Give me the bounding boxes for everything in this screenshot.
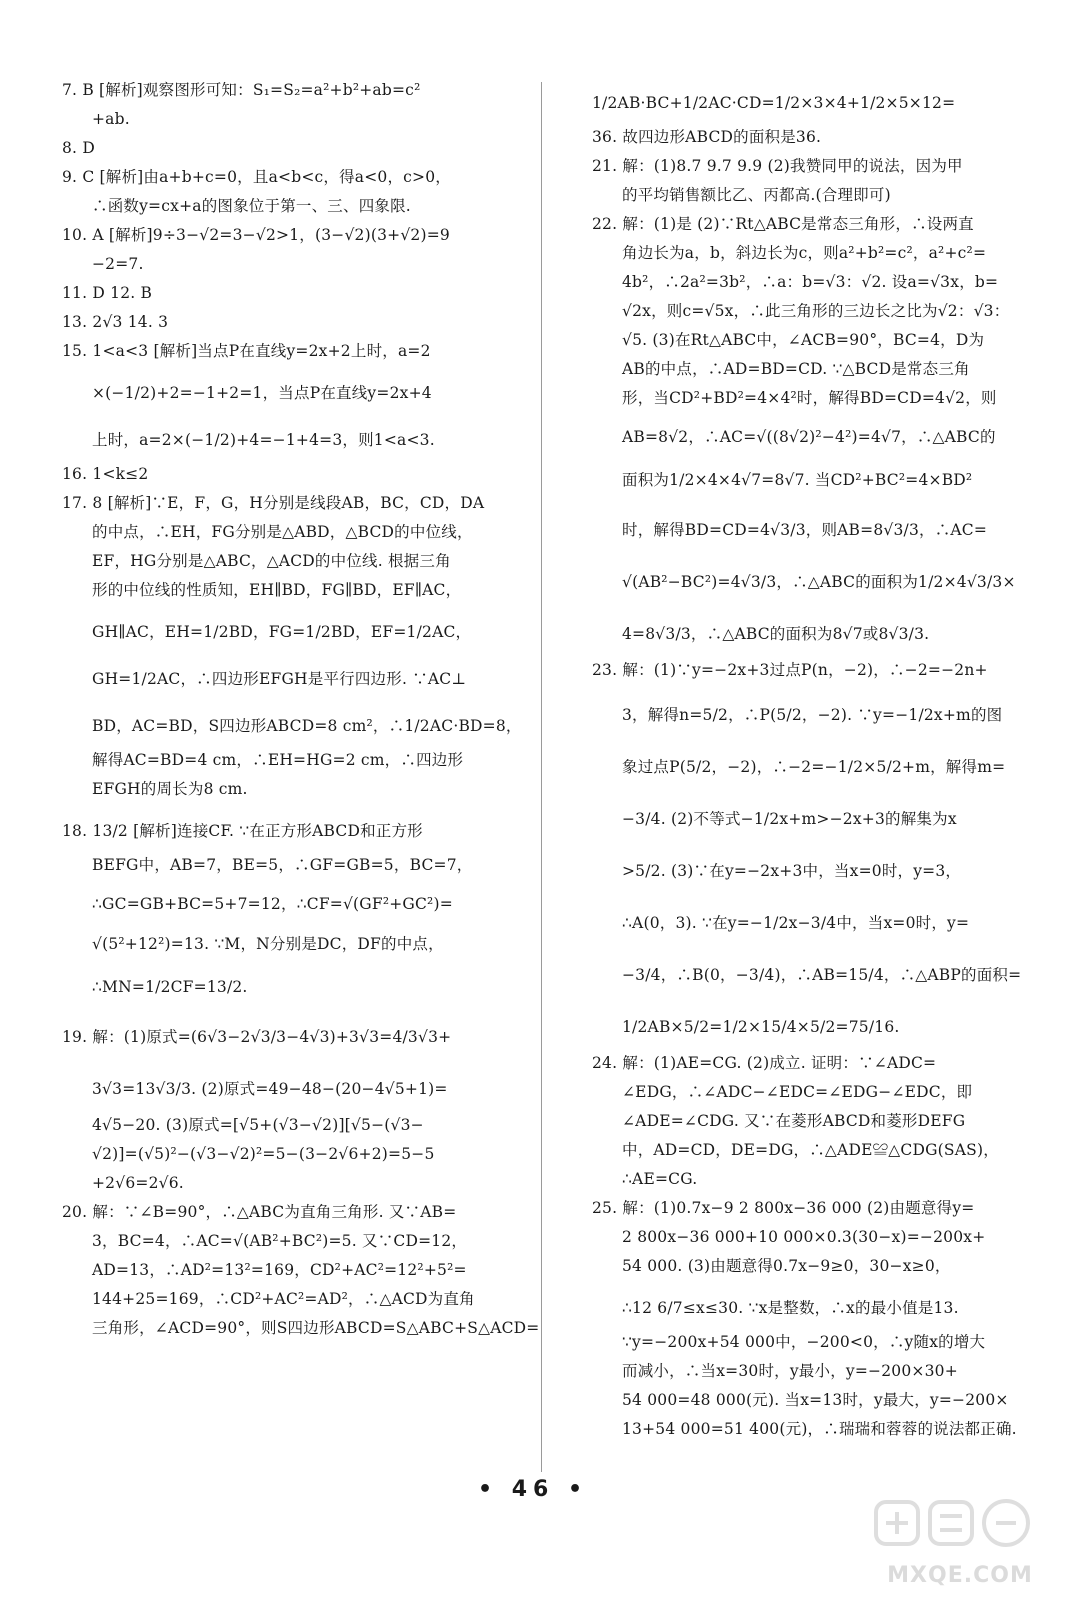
text-line: 8. D xyxy=(62,139,95,157)
text-line: 角边长为a，b，斜边长为c，则a²+b²=c²，a²+c²= xyxy=(622,244,987,262)
text-line: 20. 解：∵∠B=90°，∴△ABC为直角三角形. 又∵AB= xyxy=(62,1203,457,1221)
text-line: 22. 解：(1)是 (2)∵Rt△ABC是常态三角形，∴设两直 xyxy=(592,215,974,233)
text-line: 25. 解：(1)0.7x−9 2 800x−36 000 (2)由题意得y= xyxy=(592,1199,975,1217)
text-line: GH=1/2AC，∴四边形EFGH是平行四边形. ∵AC⊥ xyxy=(92,670,467,688)
text-line: 4√5−20. (3)原式=[√5+(√3−√2)][√5−(√3− xyxy=(92,1116,424,1134)
text-line: ∴12 6/7≤x≤30. ∵x是整数，∴x的最小值是13. xyxy=(622,1299,959,1317)
text-line: −3/4. (2)不等式−1/2x+m>−2x+3的解集为x xyxy=(622,810,957,828)
text-line: 4b²，∴2a²=3b²，∴a：b=√3：√2. 设a=√3x，b= xyxy=(622,273,999,291)
text-line: 解得AC=BD=4 cm，∴EH=HG=2 cm，∴四边形 xyxy=(92,751,464,769)
text-line: 54 000. (3)由题意得0.7x−9≥0，30−x≥0， xyxy=(622,1257,951,1275)
text-line: −2=7. xyxy=(92,255,144,273)
text-line: 144+25=169，∴CD²+AC²=AD²，∴△ACD为直角 xyxy=(92,1290,475,1308)
text-line: 形的中位线的性质知，EH∥BD，FG∥BD，EF∥AC， xyxy=(92,581,462,599)
text-line: ∴A(0，3). ∵在y=−1/2x−3/4中，当x=0时，y= xyxy=(622,914,970,932)
text-line: ∴函数y=cx+a的图象位于第一、三、四象限. xyxy=(92,197,411,215)
left-column xyxy=(62,80,540,1347)
text-line: 形，当CD²+BD²=4×4²时，解得BD=CD=4√2，则 xyxy=(622,389,997,407)
text-line: ×(−1/2)+2=−1+2=1，当点P在直线y=2x+4 xyxy=(92,384,432,402)
text-line: ∠ADE=∠CDG. 又∵在菱形ABCD和菱形DEFG xyxy=(622,1112,966,1130)
text-line: 9. C [解析]由a+b+c=0，且a<b<c，得a<0，c>0， xyxy=(62,168,452,186)
text-line: 而减小，∴当x=30时，y最小，y=−200×30+ xyxy=(622,1362,958,1380)
text-line: √2x，则c=√5x，∴此三角形的三边长之比为√2：√3： xyxy=(622,302,1010,320)
text-line: ∠EDG，∴∠ADC−∠EDC=∠EDG−∠EDC，即 xyxy=(622,1083,973,1101)
text-line: 面积为1/2×4×4√7=8√7. 当CD²+BC²=4×BD² xyxy=(622,471,973,489)
text-line: 10. A [解析]9÷3−√2=3−√2>1，(3−√2)(3+√2)=9 xyxy=(62,226,450,244)
text-line: ∴AE=CG. xyxy=(622,1170,698,1188)
text-line: √(5²+12²)=13. ∵M，N分别是DC，DF的中点， xyxy=(92,935,444,953)
text-line: √(AB²−BC²)=4√3/3，∴△ABC的面积为1/2×4√3/3× xyxy=(622,573,1016,591)
text-line: 中，AD=CD，DE=DG，∴△ADE≌△CDG(SAS)， xyxy=(622,1141,999,1159)
text-line: 13+54 000=51 400(元)，∴瑞瑞和蓉蓉的说法都正确. xyxy=(622,1420,1017,1438)
text-line: 4=8√3/3，∴△ABC的面积为8√7或8√3/3. xyxy=(622,625,930,643)
text-line: AB的中点，∴AD=BD=CD. ∵△BCD是常态三角 xyxy=(622,360,970,378)
text-line: 的平均销售额比乙、丙都高.(合理即可) xyxy=(622,186,891,204)
text-line: AB=8√2，∴AC=√((8√2)²−4²)=4√7，∴△ABC的 xyxy=(622,428,996,446)
text-line: 13. 2√3 14. 3 xyxy=(62,313,169,331)
text-line: 三角形，∠ACD=90°，则S四边形ABCD=S△ABC+S△ACD= xyxy=(92,1319,540,1337)
text-line: 1/2AB·BC+1/2AC·CD=1/2×3×4+1/2×5×12= xyxy=(592,94,956,112)
right-column xyxy=(592,80,1022,1448)
text-line: GH∥AC，EH=1/2BD，FG=1/2BD，EF=1/2AC， xyxy=(92,623,472,641)
text-line: BEFG中，AB=7，BE=5，∴GF=GB=5，BC=7， xyxy=(92,856,473,874)
text-line: +2√6=2√6. xyxy=(92,1174,184,1192)
page-number: • 46 • xyxy=(477,1477,589,1502)
text-line: 11. D 12. B xyxy=(62,284,153,302)
text-line: 1/2AB×5/2=1/2×15/4×5/2=75/16. xyxy=(622,1018,900,1036)
text-line: 23. 解：(1)∵y=−2x+3过点P(n，−2)，∴−2=−2n+ xyxy=(592,661,988,679)
text-line: 2 800x−36 000+10 000×0.3(30−x)=−200x+ xyxy=(622,1228,986,1246)
text-line: √5. (3)在Rt△ABC中，∠ACB=90°，BC=4，D为 xyxy=(622,331,985,349)
watermark-logo xyxy=(870,1498,1050,1590)
text-line: 象过点P(5/2，−2)，∴−2=−1/2×5/2+m，解得m= xyxy=(622,758,1006,776)
text-line: −3/4，∴B(0，−3/4)，∴AB=15/4，∴△ABP的面积= xyxy=(622,966,1022,984)
text-line: 3，BC=4，∴AC=√(AB²+BC²)=5. 又∵CD=12， xyxy=(92,1232,468,1250)
text-line: 21. 解：(1)8.7 9.7 9.9 (2)我赞同甲的说法，因为甲 xyxy=(592,157,963,175)
text-line: 24. 解：(1)AE=CG. (2)成立. 证明：∵∠ADC= xyxy=(592,1054,937,1072)
text-line: 16. 1<k≤2 xyxy=(62,465,149,483)
text-line: 上时，a=2×(−1/2)+4=−1+4=3，则1<a<3. xyxy=(92,431,435,449)
text-line: √2)]=(√5)²−(√3−√2)²=5−(3−2√6+2)=5−5 xyxy=(92,1145,435,1163)
text-line: 17. 8 [解析]∵E，F，G，H分别是线段AB，BC，CD，DA xyxy=(62,494,485,512)
text-line: EFGH的周长为8 cm. xyxy=(92,780,248,798)
text-line: 18. 13/2 [解析]连接CF. ∵在正方形ABCD和正方形 xyxy=(62,822,423,840)
text-line: ∴MN=1/2CF=13/2. xyxy=(92,978,248,996)
text-line: 54 000=48 000(元). 当x=13时，y最大，y=−200× xyxy=(622,1391,1009,1409)
text-line: BD，AC=BD，S四边形ABCD=8 cm²，∴1/2AC·BD=8， xyxy=(92,717,522,735)
text-line: EF，HG分别是△ABC，△ACD的中位线. 根据三角 xyxy=(92,552,451,570)
text-line: ∴GC=GB+BC=5+7=12，∴CF=√(GF²+GC²)= xyxy=(92,895,453,913)
text-line: 时，解得BD=CD=4√3/3，则AB=8√3/3，∴AC= xyxy=(622,521,988,539)
column-divider xyxy=(541,82,542,1472)
text-line: ∵y=−200x+54 000中，−200<0，∴y随x的增大 xyxy=(622,1333,986,1351)
text-line: 19. 解：(1)原式=(6√3−2√3/3−4√3)+3√3=4/3√3+ xyxy=(62,1028,452,1046)
text-line: 3√3=13√3/3. (2)原式=49−48−(20−4√5+1)= xyxy=(92,1080,448,1098)
text-line: 3，解得n=5/2，∴P(5/2，−2). ∵y=−1/2x+m的图 xyxy=(622,706,1003,724)
text-line: 的中点，∴EH，FG分别是△ABD，△BCD的中位线， xyxy=(92,523,473,541)
text-line: AD=13，∴AD²=13²=169，CD²+AC²=12²+5²= xyxy=(92,1261,467,1279)
text-line: 7. B [解析]观察图形可知：S₁=S₂=a²+b²+ab=c² xyxy=(62,81,421,99)
text-line: 15. 1<a<3 [解析]当点P在直线y=2x+2上时，a=2 xyxy=(62,342,431,360)
text-line: +ab. xyxy=(92,110,130,128)
text-line: >5/2. (3)∵在y=−2x+3中，当x=0时，y=3， xyxy=(622,862,962,880)
text-line: 36. 故四边形ABCD的面积是36. xyxy=(592,128,822,146)
watermark-text: MXQE.COM xyxy=(887,1563,1033,1588)
